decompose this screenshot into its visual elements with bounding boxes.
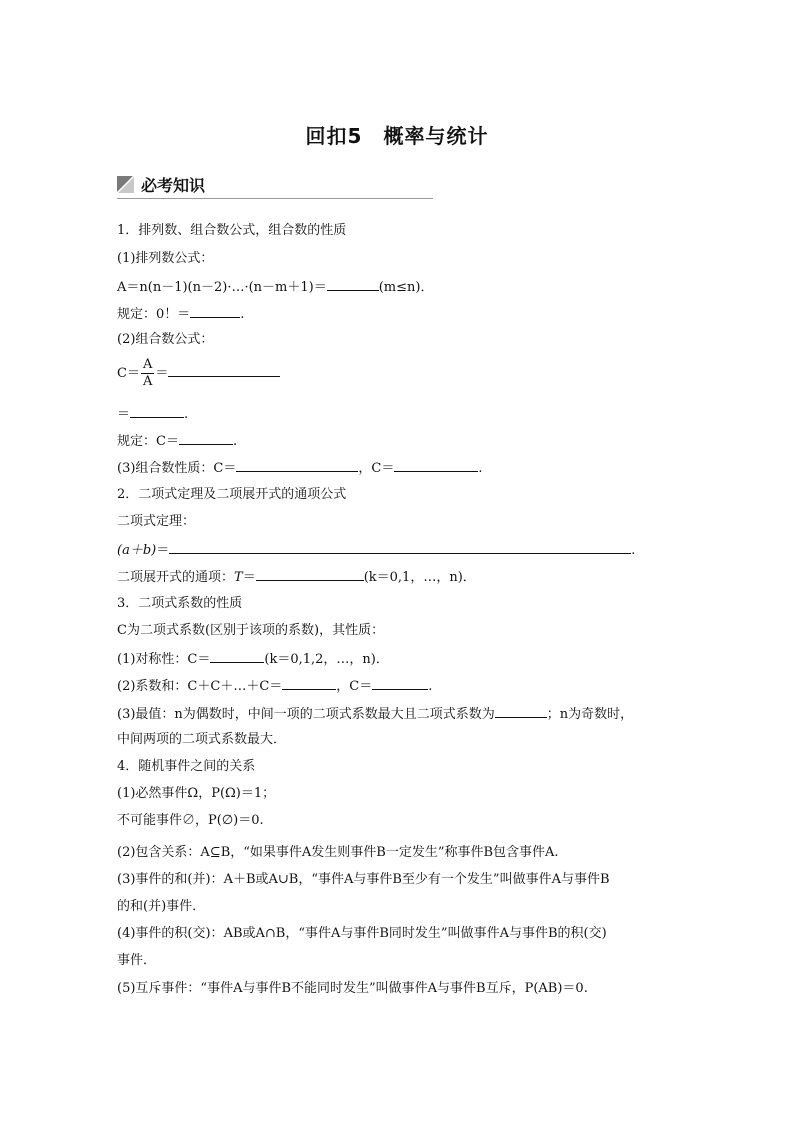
binomial-coefficient-def: C为二项式系数(区别于该项的系数)，其性质： bbox=[117, 623, 385, 638]
factorial-rule: 规定：0！＝ . bbox=[117, 304, 244, 324]
heading-permutation: 1．排列数、组合数公式，组合数的性质 bbox=[117, 223, 347, 238]
blank-factorial bbox=[190, 304, 240, 318]
coefficient-sum: (2)系数和：C＋C＋…＋C＝ ，C＝ . bbox=[117, 676, 432, 696]
combination-fraction: $\frac{A}{A}$ bbox=[142, 357, 153, 389]
permutation-formula-label: (1)排列数公式： bbox=[117, 251, 214, 266]
combination-rule: 规定：C＝ . bbox=[117, 431, 237, 451]
blank-combination-2 bbox=[130, 404, 184, 418]
event-intersection: (4)事件的积(交)：AB或A∩B，“事件A与事件B同时发生”叫做事件A与事件B的积(交) bbox=[117, 926, 607, 941]
section-header bbox=[117, 172, 433, 199]
permutation-formula: A＝n(n－1)(n－2)·…·(n－m＋1)＝ (m≤n)． bbox=[117, 277, 433, 297]
heading-random-events: 4．随机事件之间的关系 bbox=[117, 759, 256, 774]
blank-c0 bbox=[179, 431, 233, 445]
event-intersection-cont: 事件． bbox=[117, 953, 157, 968]
binomial-theorem: (a＋b)＝ . bbox=[117, 540, 635, 560]
section-marker-icon bbox=[117, 176, 134, 193]
combination-formula: C＝ $\frac{A}{A}$ ＝ bbox=[117, 357, 280, 390]
blank-property-1 bbox=[236, 458, 358, 472]
event-union-cont: 的和(并)事件． bbox=[117, 899, 206, 914]
symbol-a: A bbox=[117, 280, 127, 295]
blank-general-term bbox=[256, 567, 364, 581]
blank-sum-odd bbox=[372, 676, 428, 690]
section-label: 必考知识 bbox=[141, 176, 206, 195]
symmetry-property: (1)对称性：C＝ (k＝0,1,2，…，n)． bbox=[117, 649, 389, 669]
heading-binomial-coefficients: 3．二项式系数的性质 bbox=[117, 596, 243, 611]
page-title: 回扣5 概率与统计 bbox=[305, 124, 489, 148]
heading-binomial: 2．二项式定理及二项展开式的通项公式 bbox=[117, 487, 347, 502]
inclusion-relation: (2)包含关系：A⊆B，“如果事件A发生则事件B一定发生”称事件B包含事件A. bbox=[117, 845, 559, 860]
combination-formula-cont: ＝ . bbox=[117, 404, 188, 424]
event-union: (3)事件的和(并)：A＋B或A∪B，“事件A与事件B至少有一个发生”叫做事件A与事件B bbox=[117, 872, 610, 887]
blank-binomial bbox=[169, 540, 631, 554]
max-value-property: (3)最值：n为偶数时，中间一项的二项式系数最大且二项式系数为 ；n为奇数时， bbox=[117, 704, 633, 724]
combination-properties: (3)组合数性质：C＝ ，C＝ . bbox=[117, 458, 483, 478]
max-value-cont: 中间两项的二项式系数最大． bbox=[117, 732, 287, 747]
blank-property-2 bbox=[394, 458, 478, 472]
blank-permutation bbox=[327, 277, 379, 291]
certain-event: (1)必然事件Ω，P(Ω)＝1； bbox=[117, 786, 276, 801]
blank-sum bbox=[282, 676, 336, 690]
combination-formula-label: (2)组合数公式： bbox=[117, 332, 214, 347]
blank-combination-1 bbox=[168, 363, 280, 377]
blank-max bbox=[495, 704, 547, 718]
mutually-exclusive: (5)互斥事件：“事件A与事件B不能同时发生”叫做事件A与事件B互斥，P(AB)＝0. bbox=[117, 981, 588, 996]
binomial-theorem-label: 二项式定理： bbox=[117, 514, 196, 529]
blank-symmetry bbox=[210, 649, 264, 663]
impossible-event: 不可能事件∅，P(∅)＝0. bbox=[117, 813, 264, 828]
binomial-general-term: 二项展开式的通项：T＝ (k＝0,1，…，n)． bbox=[117, 567, 476, 587]
